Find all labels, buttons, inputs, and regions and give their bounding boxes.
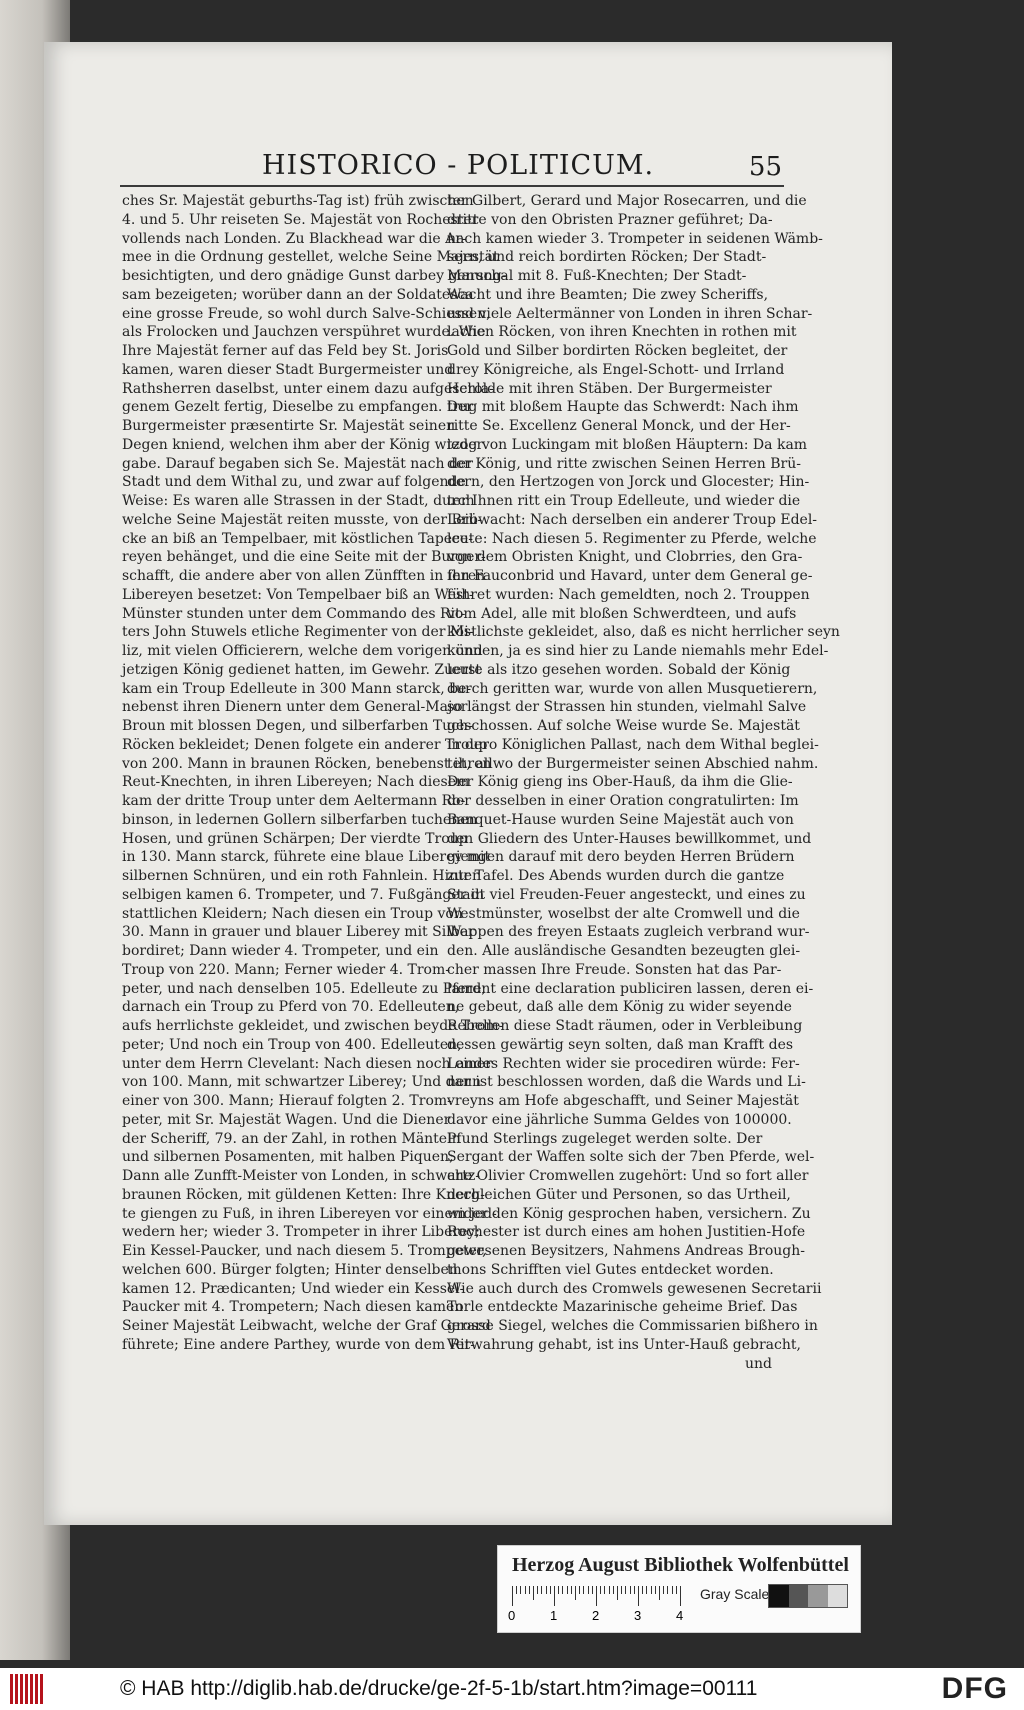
text-line: liz, mit vielen Officierern, welche dem vorigen und (122, 643, 483, 659)
text-line: und viele Aeltermänner von Londen in ihren Schar- (447, 305, 813, 322)
text-line: Marschal mit 8. Fuß-Knechten; Der Stadt- (447, 268, 747, 284)
text-line: Dann alle Zunfft-Meister von Londen, in schwartz- (122, 1168, 480, 1184)
running-head (262, 150, 782, 184)
text-line: zur Tafel. Des Abends wurden durch die gantze (447, 868, 785, 884)
text-line: Wacht und ihre Beamten; Die zwey Scheriffs, (447, 286, 769, 303)
library-color-chart (497, 1545, 861, 1633)
text-line: jetzigen König gedienet hatten, im Gewehr. Zuerst (122, 661, 481, 678)
text-line: von 100. Mann, mit schwartzer Liberey; Und dann (122, 1074, 482, 1091)
ruler-tick (516, 1586, 517, 1594)
text-line: Münster stunden unter dem Commando des Rit- (122, 605, 466, 622)
text-line: bordiret; Dann wieder 4. Trompeter, und ein (122, 943, 439, 959)
text-line: Stadt und dem Withal zu, und zwar auf folgende (122, 474, 466, 491)
text-line: che Olivier Cromwellen zugehört: Und so fort aller (447, 1168, 809, 1184)
text-line: Landes Rechten wider sie procediren würde: Fer- (447, 1055, 800, 1072)
text-line: Sergant der Waffen solte sich der 7ben Pferde, wel- (447, 1149, 815, 1166)
text-line: Herolde mit ihren Stäben. Der Burgermeister (447, 380, 772, 397)
ruler-tick (520, 1586, 521, 1594)
text-line: trug mit bloßem Haupte das Schwerdt: Nach ihm (447, 399, 799, 416)
text-line: führet wurden: Nach gemeldten, noch 2. Trouppen (447, 586, 810, 603)
ruler-tick (562, 1586, 563, 1594)
text-line: vom Adel, alle mit bloßen Schwerdteen, und aufs (447, 605, 797, 622)
viewer-footer (0, 1668, 1024, 1710)
gray-swatch (789, 1585, 809, 1607)
ruler-tick (583, 1586, 584, 1594)
ruler-number: 3 (634, 1608, 642, 1623)
text-line: wider den König gesprochen haben, versichern. Zu (447, 1205, 811, 1222)
ruler-tick (630, 1586, 631, 1594)
text-line: silbernen Schnüren, und ein roth Fahnlein. Hinter (122, 868, 479, 884)
text-line: darnach ein Troup zu Pferd von 70. Edelleuten, (122, 999, 460, 1016)
text-line: den Gliedern des Unter-Hauses bewillkommet, und (447, 830, 812, 847)
text-line: stattlichen Kleidern; Nach diesen ein Troup von (122, 905, 463, 922)
text-line: Degen kniend, welchen ihm aber der König wieder (122, 436, 484, 453)
gray-scale-swatches (768, 1584, 848, 1608)
ruler-tick (621, 1586, 622, 1594)
footer-credit-link[interactable]: © HAB http://diglib.hab.de/drucke/ge-2f-5-1b/start.htm?image=00111 (120, 1677, 758, 1700)
text-line: giengen darauf mit dero beyden Herren Brüdern (447, 849, 795, 866)
text-line: thons Schrifften viel Gutes entdecket worden. (447, 1261, 774, 1278)
text-line: Gold und Silber bordirten Röcken begleitet, der (447, 343, 788, 359)
ruler-tick (575, 1586, 576, 1600)
gray-scale-label: Gray Scale (700, 1586, 770, 1602)
text-line: Der König gieng ins Ober-Hauß, da ihm die Glie- (447, 774, 793, 791)
right-text-column (447, 192, 840, 1372)
text-line: der desselben in einer Oration congratulirten: Im (447, 793, 799, 809)
running-title: HISTORICO - POLITICUM. (262, 150, 655, 181)
text-line: ter Ihnen ritt ein Troup Edelleute, und wieder die (447, 493, 801, 509)
text-line: peter, und nach denselben 105. Edelleute zu Pferd; (122, 980, 487, 997)
text-line: Rathsherren daselbst, unter einem dazu aufgeschla- (122, 380, 494, 397)
ruler-number: 0 (508, 1608, 516, 1623)
ruler-tick (579, 1586, 580, 1594)
text-line: braunen Röcken, mit güldenen Ketten: Ihre Knech- (122, 1186, 485, 1203)
left-text-column (122, 192, 507, 1355)
text-line: peter, mit Sr. Majestät Wagen. Und die Diener (122, 1111, 451, 1128)
text-line: Rochester ist durch eines am hohen Justitien-Hofe (447, 1224, 806, 1241)
text-line: köstlichste gekleidet, also, daß es nicht herrlicher seyn (447, 624, 840, 641)
gray-swatch (828, 1585, 848, 1607)
text-line: ters John Stuwels etliche Regimenter von der Mi- (122, 624, 474, 641)
text-line: reyen behänget, und die eine Seite mit der Burger- (122, 549, 486, 566)
text-line: lament eine declaration publiciren lassen, deren ei- (447, 980, 814, 997)
text-line: in 130. Mann starck, führete eine blaue Liberey mit (122, 849, 491, 866)
text-line: tzog von Luckingam mit bloßen Häuptern: Da kam (447, 436, 808, 453)
ruler-number: 1 (550, 1608, 558, 1623)
text-line: kam ein Troup Edelleute in 300 Mann starck, be- (122, 680, 472, 697)
ruler-tick (600, 1586, 601, 1594)
text-line: Weise: Es waren alle Strassen in der Stadt, durch (122, 493, 475, 509)
ruler-tick (512, 1586, 513, 1606)
text-line: Troup von 220. Mann; Ferner wieder 4. Trom- (122, 961, 450, 978)
text-line: drey Königreiche, als Engel-Schott- und Irrland (447, 361, 785, 378)
text-line: eine grosse Freude, so wohl durch Salve-Schiessen, (122, 305, 491, 322)
text-line: dergleichen Güter und Personen, so das Urtheil, (447, 1186, 791, 1203)
text-line: von 200. Mann in braunen Röcken, benebenst ihren (122, 755, 492, 772)
text-line: Ein Kessel-Paucker, und nach diesem 5. Trompeter, (122, 1243, 487, 1259)
text-line: und silbernen Posamenten, mit halben Piquen; (122, 1149, 454, 1166)
ruler-tick (613, 1586, 614, 1594)
text-line: Stadt viel Freuden-Feuer angesteckt, und eines zu (447, 886, 806, 903)
gray-swatch (808, 1585, 828, 1607)
text-line: Libereyen besetzet: Von Tempelbaer biß an West- (122, 586, 474, 603)
text-line: Rebellen diese Stadt räumen, oder in Verbleibung (447, 1018, 803, 1034)
text-line: vollends nach Londen. Zu Blackhead war die Ar- (122, 230, 467, 247)
text-line: welchen 600. Bürger folgten; Hinter denselben (122, 1261, 458, 1278)
library-name: Herzog August Bibliothek Wolfenbüttel (512, 1554, 849, 1576)
ruler-tick (592, 1586, 593, 1594)
text-line: gewesenen Beysitzers, Nahmens Andreas Brough- (447, 1243, 805, 1259)
ruler-number: 4 (676, 1608, 684, 1623)
text-line: nebenst ihren Dienern unter dem General-Major (122, 699, 468, 716)
text-line: der König, und ritte zwischen Seinen Herren Brü- (447, 455, 801, 472)
ruler-tick (680, 1586, 681, 1606)
text-line: in dero Königlichen Pallast, nach dem Withal beglei- (447, 736, 819, 753)
text-line: ter Gilbert, Gerard und Major Rosecarren, und die (447, 193, 807, 209)
ruler-tick (659, 1586, 660, 1600)
text-line: Pfund Sterlings zugeleget werden solte. Der (447, 1130, 763, 1147)
text-line: kam der dritte Troup unter dem Aeltermann Ro- (122, 793, 466, 809)
ruler-tick (646, 1586, 647, 1594)
text-line: Seiner Majestät Leibwacht, welche der Graf Gerard (122, 1318, 491, 1334)
text-line: so längst der Strassen hin stunden, vielmahl Salve (447, 699, 807, 716)
ruler-tick (638, 1586, 639, 1606)
text-line: nach kamen wieder 3. Trompeter in seidenen Wämb- (447, 230, 823, 247)
ruler-number: 2 (592, 1608, 600, 1623)
ruler-tick (617, 1586, 618, 1600)
text-line: sern, und reich bordirten Röcken; Der Stadt- (447, 249, 767, 266)
text-line: tet, allwo der Burgermeister seinen Abschied nahm. (447, 755, 819, 772)
text-line: Torle entdeckte Mazarinische geheime Brief. Das (447, 1299, 798, 1316)
text-line: führete; Eine andere Parthey, wurde von dem Rit- (122, 1336, 476, 1353)
ruler-tick (625, 1586, 626, 1594)
text-line: Leibwacht: Nach derselben ein anderer Troup Edel- (447, 511, 818, 528)
text-line: schafft, die andere aber von allen Zünfften in ihren (122, 568, 486, 584)
hab-logo-icon (10, 1674, 44, 1704)
text-line: binson, in ledernen Gollern silberfarben tuchenen (122, 811, 478, 828)
text-line: leute als itzo gesehen worden. Sobald der König (447, 661, 791, 678)
text-line: durch geritten war, wurde von allen Musquetierern, (447, 680, 818, 697)
text-line: Broun mit blossen Degen, und silberfarben Tuch- (122, 718, 473, 734)
text-line: dessen gewärtig seyn solten, daß man Krafft des (447, 1036, 794, 1053)
text-line: der Scheriff, 79. an der Zahl, in rothen Mänteln (122, 1130, 461, 1147)
text-line: Banquet-Hause wurden Seine Majestät auch von (447, 811, 794, 828)
ruler-tick (571, 1586, 572, 1594)
text-line: dritte von den Obristen Prazner geführet; Da- (447, 211, 773, 228)
text-line: kamen 12. Prædicanten; Und wieder ein Kessel- (122, 1280, 465, 1297)
ruler-tick (655, 1586, 656, 1594)
text-line: grosse Siegel, welches die Commissarien bißhero in (447, 1318, 818, 1334)
page-number: 55 (748, 152, 782, 182)
text-line: genem Gezelt fertig, Dieselbe zu empfangen. Der (122, 399, 473, 416)
text-line: Hosen, und grünen Schärpen; Der vierdte Troup (122, 830, 468, 847)
text-line: geschossen. Auf solche Weise wurde Se. Majestät (447, 718, 800, 734)
text-line: dern, den Hertzogen von Jorck und Glocester; Hin- (447, 474, 810, 491)
text-line: unter dem Herrn Clevelant: Nach diesen noch einer (122, 1055, 492, 1072)
text-line: Röcken bekleidet; Denen folgete ein anderer Troup (122, 736, 488, 753)
text-line: ne gebeut, daß alle dem König zu wider seyende (447, 999, 792, 1016)
ruler-tick (651, 1586, 652, 1594)
text-line: aufs herrlichste gekleidet, und zwischen beyde Trom- (122, 1018, 504, 1034)
text-line: ches Sr. Majestät geburths-Tag ist) früh zwischen (122, 193, 474, 209)
catchword: und (745, 1355, 772, 1372)
text-line: ner ist beschlossen worden, daß die Wards und Li- (447, 1074, 806, 1091)
text-line: mee in die Ordnung gestellet, welche Seine Majestät (122, 249, 499, 266)
text-line: davor eine jährliche Summa Geldes von 100000. (447, 1111, 792, 1128)
text-line: Wie auch durch des Cromwels gewesenen Secretarii (447, 1280, 822, 1297)
gray-swatch (769, 1585, 789, 1607)
ruler-tick (537, 1586, 538, 1594)
ruler-tick (596, 1586, 597, 1606)
ruler-tick (541, 1586, 542, 1594)
ruler-tick (604, 1586, 605, 1594)
ruler-tick (550, 1586, 551, 1594)
text-line: cher massen Ihre Freude. Sonsten hat das Par- (447, 961, 782, 978)
text-line: den. Alle ausländische Gesandten bezeugten glei- (447, 943, 801, 959)
text-line: gabe. Darauf begaben sich Se. Majestät nach der (122, 455, 473, 472)
text-line: leute: Nach diesen 5. Regimenter zu Pferde, welche (447, 530, 817, 547)
ruler-tick (533, 1586, 534, 1600)
ruler-tick (642, 1586, 643, 1594)
text-line: 4. und 5. Uhr reiseten Se. Majestät von Rochester (122, 211, 479, 228)
text-line: cke an biß an Tempelbaer, mit köstlichen Tapece- (122, 530, 473, 547)
ruler-tick (567, 1586, 568, 1594)
ruler-tick (609, 1586, 610, 1594)
text-line: ritte Se. Excellenz General Monck, und der Her- (447, 418, 791, 434)
ruler-tick (672, 1586, 673, 1594)
text-line: Reut-Knechten, in ihren Libereyen; Nach diesem (122, 774, 470, 791)
text-line: Burgermeister præsentirte Sr. Majestät seinen (122, 418, 456, 434)
ruler-tick (546, 1586, 547, 1594)
text-line: Wappen des freyen Estaats zugleich verbrand wur- (447, 924, 810, 941)
header-rule (120, 185, 784, 187)
ruler-tick (663, 1586, 664, 1594)
text-line: Ihre Majestät ferner auf das Feld bey St. Joris (122, 343, 449, 359)
text-line: Westmünster, woselbst der alte Cromwell und die (447, 905, 800, 922)
ruler-tick (667, 1586, 668, 1594)
text-line: als Frolocken und Jauchzen verspühret wurde. Wie (122, 324, 486, 341)
ruler-tick (588, 1586, 589, 1594)
text-line: peter; Und noch ein Troup von 400. Edelleuten, (122, 1036, 462, 1053)
ruler-tick (634, 1586, 635, 1594)
text-line: sam bezeigeten; worüber dann an der Soldatesca (122, 286, 474, 303)
ruler-tick (525, 1586, 526, 1594)
text-line: kamen, waren dieser Stadt Burgermeister und (122, 361, 454, 378)
ruler-tick (554, 1586, 555, 1606)
dfg-logo: DFG (941, 1672, 1008, 1705)
text-line: fen Fauconbrid und Havard, unter dem General ge- (447, 568, 813, 584)
text-line: te giengen zu Fuß, in ihren Libereyen vor einem jed- (122, 1205, 497, 1222)
text-line: welche Seine Majestät reiten musste, von der Brü- (122, 511, 483, 528)
ruler-tick (676, 1586, 677, 1594)
text-line: können, ja es sind hier zu Lande niemahls mehr Edel- (447, 643, 829, 659)
text-line: 30. Mann in grauer und blauer Liberey mit Silber (122, 924, 475, 941)
text-line: lachen Röcken, von ihren Knechten in rothen mit (447, 324, 797, 341)
text-line: einer von 300. Mann; Hierauf folgten 2. Trom- (122, 1093, 452, 1109)
text-line: Verwahrung gehabt, ist ins Unter-Hauß gebracht, (447, 1336, 801, 1353)
text-line: von dem Obristen Knight, und Clobrries, den Gra- (447, 549, 803, 566)
ruler-tick (558, 1586, 559, 1594)
text-line: Paucker mit 4. Trompetern; Nach diesen kamen (122, 1299, 464, 1316)
measurement-ruler (512, 1586, 690, 1606)
text-line: vreyns am Hofe abgeschafft, und Seiner Majestät (447, 1093, 799, 1109)
text-line: wedern her; wieder 3. Trompeter in ihrer Liberey; (122, 1224, 480, 1241)
text-line: selbigen kamen 6. Trompeter, und 7. Fußgänger in (122, 886, 485, 903)
text-line: besichtigten, und dero gnädige Gunst darbey genung- (122, 268, 507, 284)
ruler-tick (529, 1586, 530, 1594)
